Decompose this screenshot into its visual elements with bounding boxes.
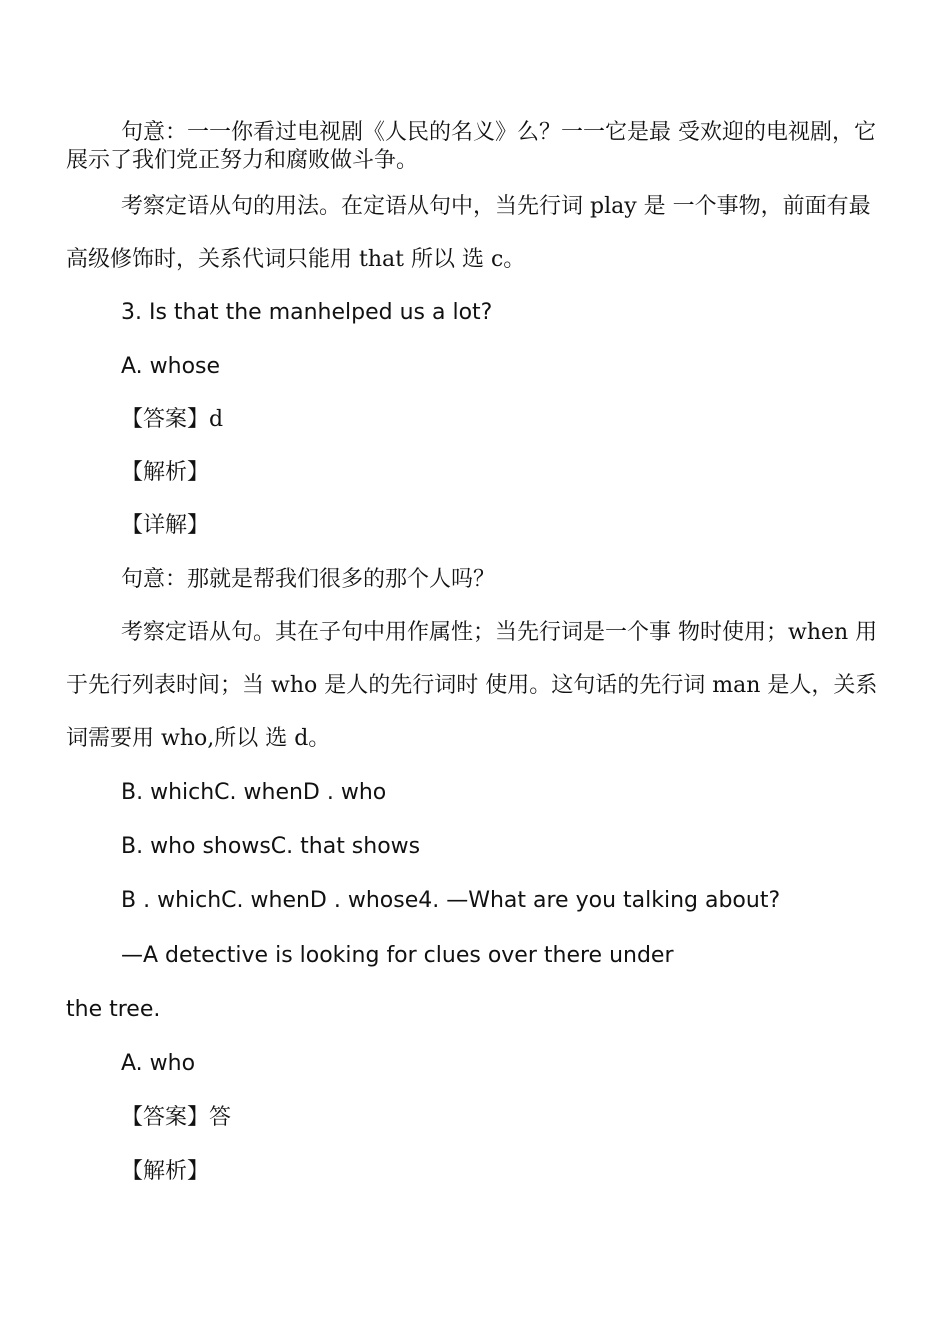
options-bc-shows: B. who showsC. that shows xyxy=(121,834,421,859)
meaning-line: 句意：那就是帮我们很多的那个人吗？ xyxy=(121,567,496,592)
option-a: A. whose xyxy=(121,354,221,379)
explanation-line-2: 展示了我们党正努力和腐败做斗争。 xyxy=(66,148,419,173)
options-and-question-4: B . whichC. whenD . whose4. —What are you talking about? xyxy=(121,888,781,913)
explanation-line-4: 高级修饰时，关系代词只能用 that 所以 选 c。 xyxy=(66,247,526,272)
question-3: 3. Is that the manhelped us a lot? xyxy=(121,300,493,325)
options-bcd: B. whichC. whenD . who xyxy=(121,780,387,805)
analysis-label-2: 【解析】 xyxy=(121,1159,210,1184)
explanation-line-5: 考察定语从句。其在子句中用作属性；当先行词是一个事 物时使用；when 用 xyxy=(121,620,878,645)
analysis-label: 【解析】 xyxy=(121,460,210,485)
explanation-line-7: 词需要用 who,所以 选 d。 xyxy=(66,726,331,751)
option-a-who: A. who xyxy=(121,1051,196,1076)
explanation-line-1: 句意：一一你看过电视剧《人民的名义》么？一一它是最 受欢迎的电视剧，它 xyxy=(121,120,876,145)
explanation-line-6: 于先行列表时间；当 who 是人的先行词时 使用。这句话的先行词 man 是人，关系 xyxy=(66,673,878,698)
answer-label: 【答案】d xyxy=(121,407,224,432)
question-4-line-2: —A detective is looking for clues over there under xyxy=(121,943,674,968)
explanation-line-3: 考察定语从句的用法。在定语从句中，当先行词 play 是 一个事物，前面有最 xyxy=(121,194,871,219)
detail-label: 【详解】 xyxy=(121,513,210,538)
question-4-line-3: the tree. xyxy=(66,997,161,1022)
answer-label-2: 【答案】答 xyxy=(121,1105,232,1130)
